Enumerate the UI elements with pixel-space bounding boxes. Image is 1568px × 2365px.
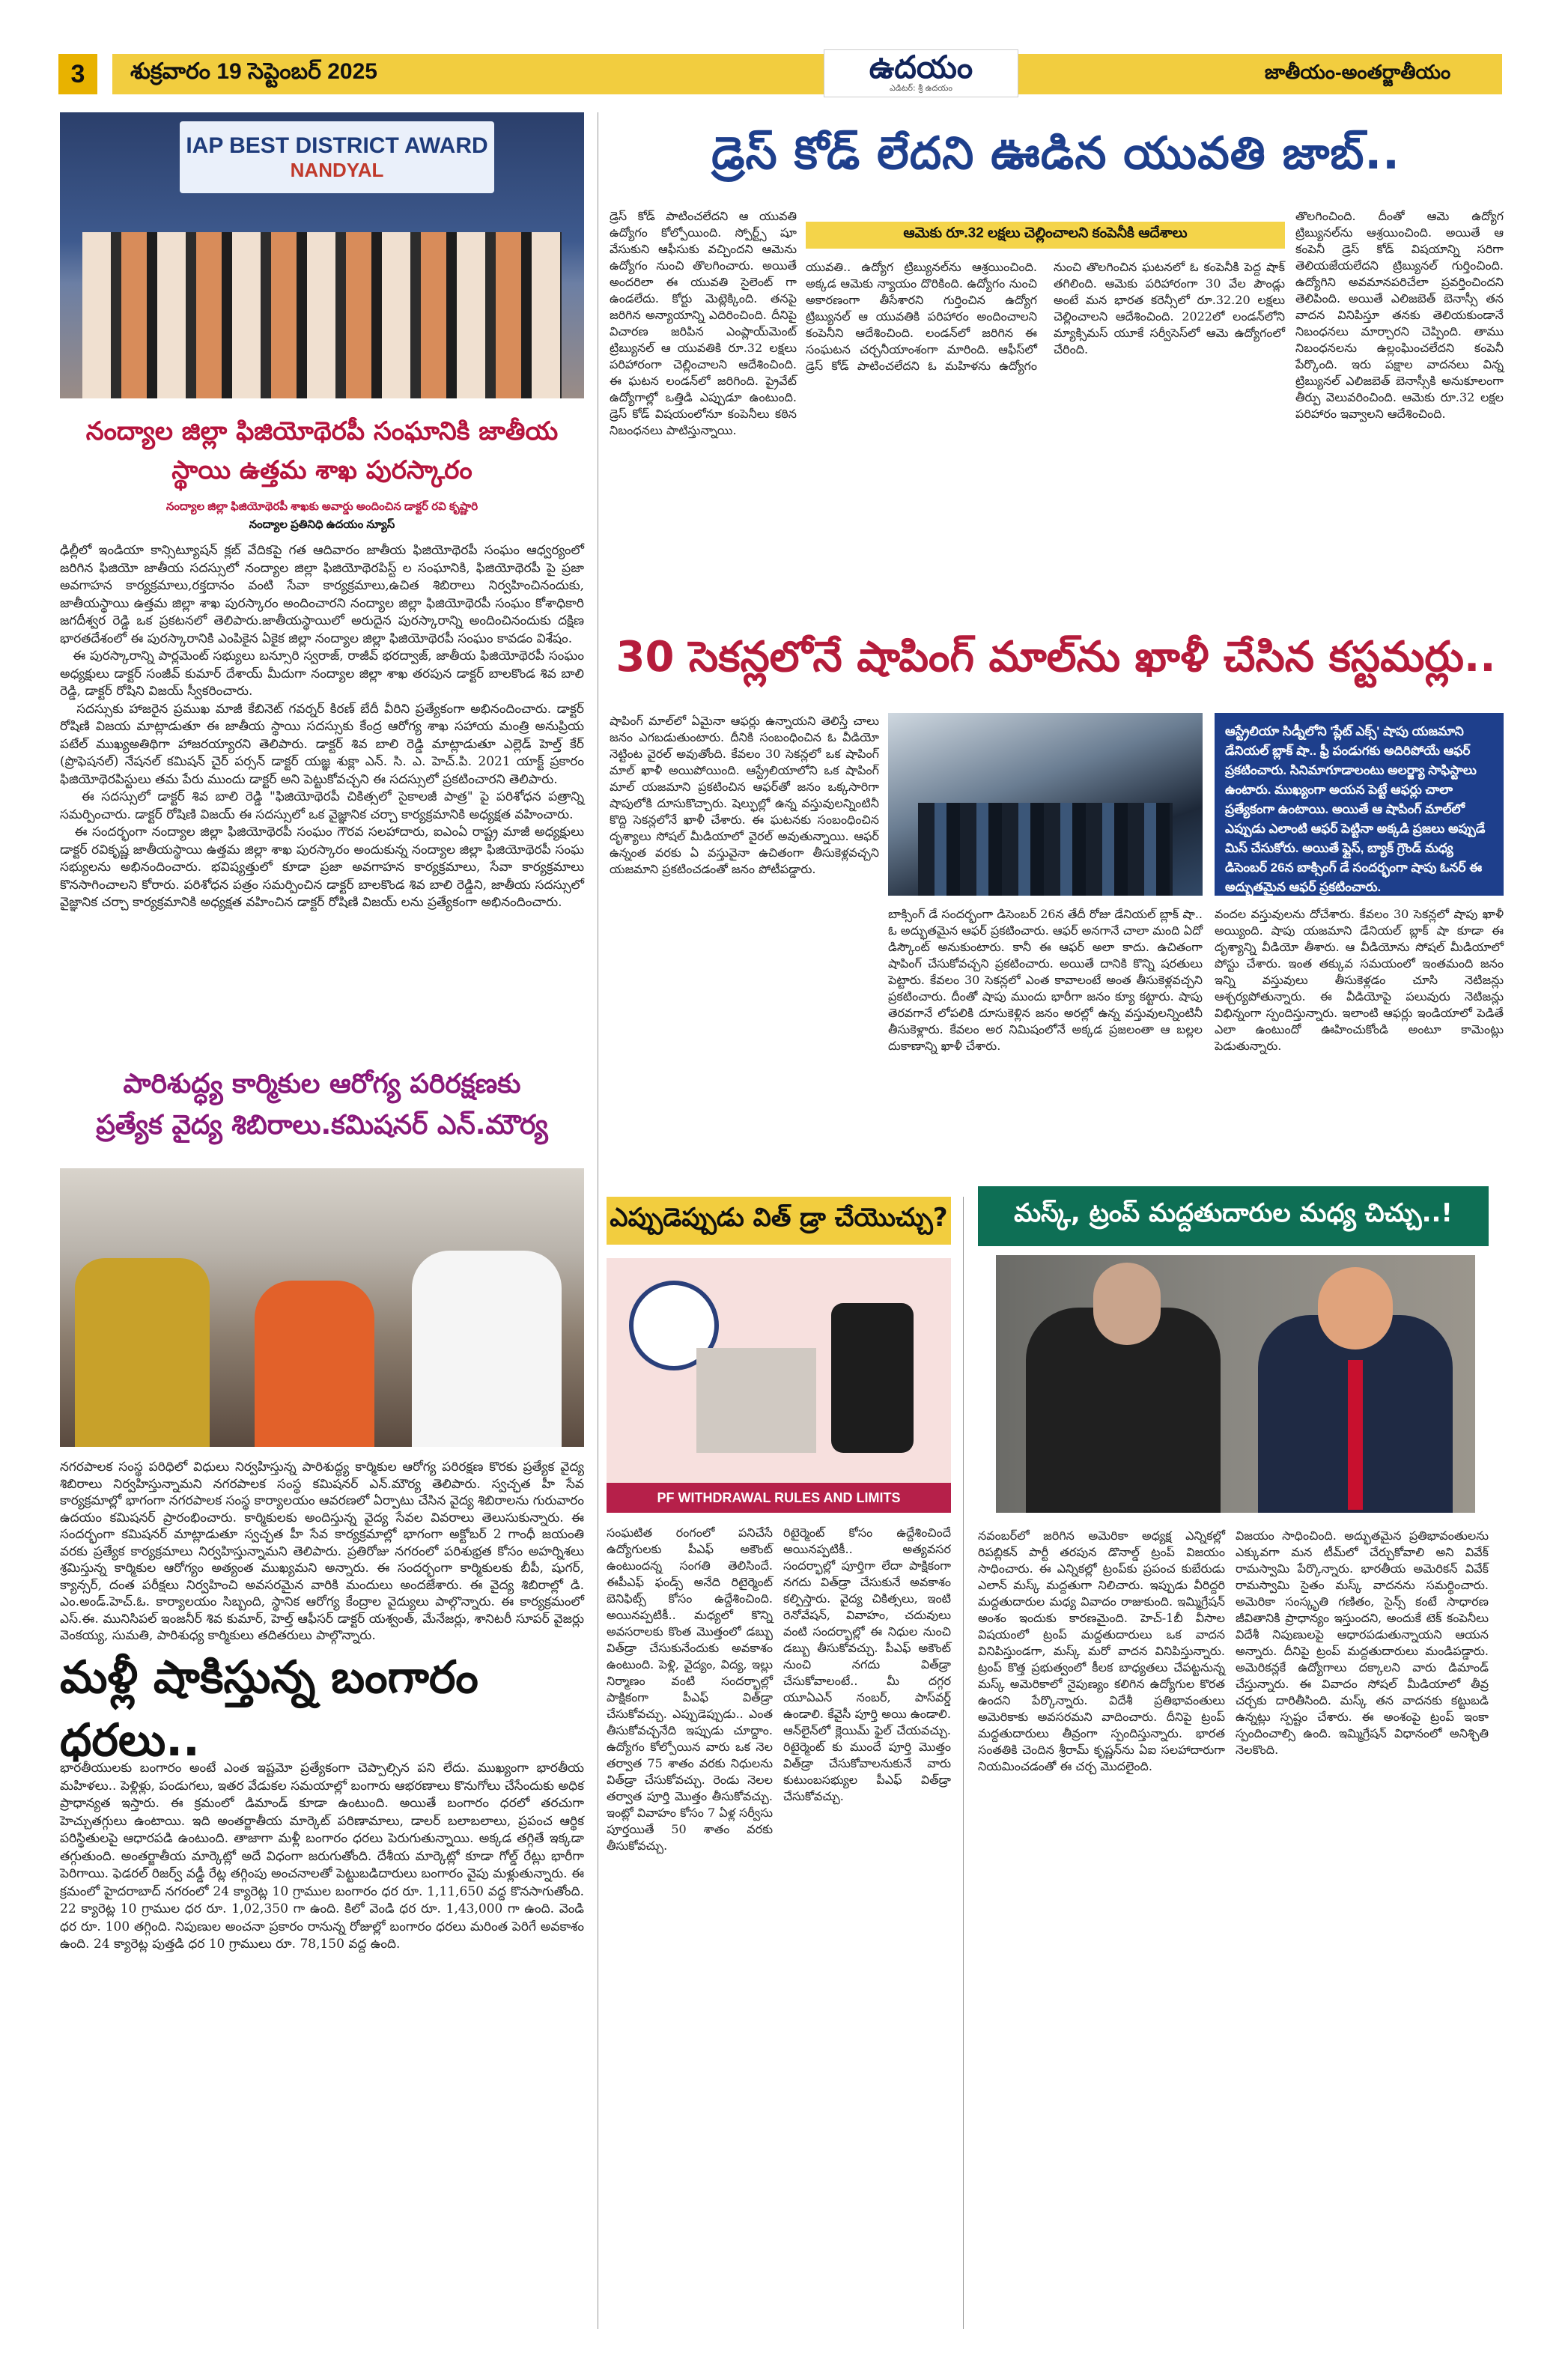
phone-icon (831, 1303, 914, 1453)
gold-headline: మళ్లీ షాకిస్తున్న బంగారం ధరలు.. (60, 1651, 478, 1767)
award-photo (60, 112, 584, 398)
dresscode-headline: డ్రెస్ కోడ్ లేదని ఊడిన యువతి జాబ్.. (711, 127, 1400, 180)
photo-figure-patient (255, 1281, 374, 1447)
award-banner-text: IAP BEST DISTRICT AWARD (186, 133, 488, 158)
dresscode-body-col1: డ్రెస్ కోడ్ పాటించలేదని ఆ యువతి ఉద్యోగం కోల్పోయింది. స్పోర్ట్స్ షూ వేసుకుని ఆఫీసుకు వచ్చిందని ఆమెను ఉద్యోగం నుంచి తొలగించారు. అయితే అందరిలా ఈ యువతి సైలెంట్ గా ఉండలేదు. కోర్టు మెట్లెక్కింది. తనపై జరిగిన అన్యాయాన్ని ఎదిరించింది. దీనిపై విచారణ జరిపిన ఎంప్లాయ్‌మెంట్ ట్రిబ్యునల్ ఆ యువతికి రూ.32 లక్షలు పరిహారంగా చెల్లించాలని ఆదేశించింది. ఈ ఘటన లండన్‌లో జరిగింది. ప్రైవేట్ ఉద్యోగాల్లో ఒత్తిడి ఎప్పుడూ ఉంటుంది. డ్రెస్ కోడ్ విషయంలోనూ కంపెనీలు కఠిన నిబంధనలు పాటిస్తున్నాయి. (610, 209, 801, 437)
shopping-callout: ఆస్ట్రేలియా సిడ్నీలోని 'ప్లేట్ ఎక్స్' షాపు యజమాని డేనియల్ బ్లాక్ షా.. ఫ్రీ పండుగకు అదిరిపోయే ఆఫర్ ప్రకటించారు. సినిమాగూడాలంటు అలర్జ్యా సాఫిస్టాలు ఉంటారు. ముఖ్యంగా అయన పెట్టే ఆఫర్లు చాలా ప్రత్యేకంగా ఉంటాయి. అయితే ఆ షాపింగ్ మాల్‌లో ఎప్పుడు ఎలాంటి ఆఫర్ పెట్టినా అక్కడి ప్రజలు అప్పుడే మిస్ చేసుకోరు. అయితే ఫ్లైస్, బ్యాక్ గ్రౌండ్ మధ్య డిసెంబర్ 26న బాక్సింగ్ డే సందర్భంగా షాపు ఓనర్ ఈ అద్భుతమైన ఆఫర్ ప్రకటించారు. (1215, 713, 1504, 896)
photo-face-trump (1318, 1267, 1393, 1350)
photo-figure-doctor (412, 1251, 562, 1447)
shopping-body-col1: షాపింగ్ మాల్‌లో ఏమైనా ఆఫర్లు ఉన్నాయని తెలిస్తే చాలు జనం ఎగబడుతుంటారు. దీనికి సంబంధించిన ఓ వీడియో నెట్టింట వైరల్ అవుతోంది. కేవలం 30 సెకన్లలో ఒక షాపింగ్ మాల్ ఖాళీ అయిపోయింది. ఆస్ట్రేలియాలోని ఒక షాపింగ్ మాల్ యజమాని ప్రకటించిన ఆఫర్‌తో జనం ఒక్కసారిగా షాపులోకి దూసుకొచ్చారు. షెల్ఫుల్లో ఉన్న వస్తువులన్నింటినీ కొద్ది సెకన్లలోనే ఖాళీ చేశారు. ఈ ఘటనకు సంబంధించిన దృశ్యాలు సోషల్ మీడియాలో వైరల్ అవుతున్నాయి. ఆఫర్ ఉన్నంత వరకు ఏ వస్తువైనా ఉచితంగా తీసుకెళ్లవచ్చని యజమాని ప్రకటించడంతో జనం పోటీపడ్డారు. (610, 714, 884, 876)
photo-figure-worker (75, 1258, 210, 1447)
award-byline: నంద్యాల జిల్లా ఫిజియోథెరపీ శాఖకు అవార్డు అందించిన డాక్టర్ రవి కృష్ణారి (165, 500, 478, 513)
photo-tie (1348, 1360, 1363, 1510)
header-bar-fill-right (1018, 54, 1213, 94)
musk-banner: మస్క్, ట్రంప్ మద్దతుదారుల మధ్య చిచ్చు..! (978, 1186, 1489, 1246)
masthead-logo[interactable] (824, 49, 1018, 97)
section-label: జాతీయం-అంతర్జాతీయం (1213, 54, 1502, 94)
shopping-photo (888, 713, 1203, 896)
musk-body-col1: నవంబర్‌లో జరిగిన అమెరికా అధ్యక్ష ఎన్నికల్లో రిపబ్లికన్ పార్టీ తరపున డొనాల్డ్ ట్రంప్ విజయం సాధించారు. ఈ ఎన్నికల్లో ట్రంప్‌కు ప్రపంచ కుబేరుడు ఎలాన్ మస్క్ మద్దతుగా నిలిచారు. ఇప్పుడు వీరిద్దరి మద్దతుదారుల మధ్య వివాదం రాజుకుంది. ఇమ్మిగ్రేషన్ అంశం ఇందుకు కారణమైంది. హెచ్-1బీ వీసాల విషయంలో ట్రంప్ మద్దతుదారులు ఒక వాదన వినిపిస్తుండగా, మస్క్ మరో వాదన వినిపిస్తున్నారు. ట్రంప్ కొత్త ప్రభుత్వంలో కీలక బాధ్యతలు చేపట్టనున్న మస్క్ అమెరికాలో నైపుణ్యం కలిగిన ఉద్యోగుల కొరత ఉందని పేర్కొన్నారు. విదేశీ ప్రతిభావంతులు అమెరికాకు అవసరమని వాదించారు. దీనిపై ట్రంప్ మద్దతుదారులు తీవ్రంగా స్పందిస్తున్నారు. భారత సంతతికి చెందిన శ్రీరామ్ కృష్ణన్‌ను ఏఐ సలహాదారుగా నియమించడంతో ఈ చర్చ మొదలైంది. (978, 1528, 1230, 1773)
award-dateline: నంద్యాల ప్రతినిధి ఉదయం న్యూస్ (249, 518, 395, 531)
pf-body-col1: సంఘటిత రంగంలో పనిచేసే ఉద్యోగులకు పీఎఫ్ అకౌంట్ ఉంటుందన్న సంగతి తెలిసిందే. ఈపీఎఫ్ ఫండ్స్ అనేది రిటైర్మెంట్ బెనిఫిట్స్ కోసం ఉద్దేశించింది. అయినప్పటికీ.. మధ్యలో కొన్ని అవసరాలకు కొంత మొత్తంలో డబ్బు విత్‌డ్రా చేసుకునేందుకు అవకాశం ఉంటుంది. పెళ్లి, వైద్యం, విద్య, ఇల్లు నిర్మాణం వంటి సందర్భాల్లో పాక్షికంగా పీఎఫ్ విత్‌డ్రా చేసుకోవచ్చు. ఎప్పుడెప్పుడు.. ఎంత తీసుకోవచ్చనేది ఇప్పుడు చూద్దాం. ఉద్యోగం కోల్పోయిన వారు ఒక నెల తర్వాత 75 శాతం వరకు నిధులను విత్‌డ్రా చేసుకోవచ్చు. రెండు నెలల తర్వాత పూర్తి మొత్తం తీసుకోవచ్చు. ఇంట్లో వివాహం కోసం 7 ఏళ్ల సర్వీసు పూర్తయితే 50 శాతం వరకు తీసుకోవచ్చు. (607, 1525, 777, 1853)
pf-body-col2: రిటైర్మెంట్ కోసం ఉద్దేశించిందే అయినప్పటికీ.. అత్యవసర సందర్భాల్లో పూర్తిగా లేదా పాక్షికంగా నగదు విత్‌డ్రా చేసుకునే అవకాశం కల్పిస్తారు. వైద్య చికిత్సలు, ఇంటి రెనోవేషన్, వివాహం, చదువులు వంటి సందర్భాల్లో ఈ నిధుల నుంచి డబ్బు తీసుకోవచ్చు. పీఎఫ్ అకౌంట్ నుంచి నగదు విత్‌డ్రా చేసుకోవాలంటే.. మీ దగ్గర యూఏఎన్ నంబర్, పాస్‌వర్డ్ ఉండాలి. కేవైసీ పూర్తి అయి ఉండాలి. ఆన్‌లైన్‌లో క్లెయిమ్ ఫైల్ చేయవచ్చు. రిటైర్మెంట్ కు ముందే పూర్తి మొత్తం విత్‌డ్రా చేసుకోవాలనుకునే వారు కుటుంబసభ్యుల పీఎఫ్ విత్‌డ్రా చేసుకోవచ్చు. (783, 1525, 955, 1803)
pf-musk-rule (963, 1197, 964, 2329)
award-body: ఢిల్లీలో ఇండియా కాన్సిట్యూషన్ క్లబ్ వేదికపై గత ఆదివారం జాతీయ ఫిజియోథెరపీ సంఘం ఆధ్వర్యంలో జరిగిన ఫిజియో జాతీయ సదస్సులో నంద్యాల జిల్లా ఫిజియోథెరపిస్ట్ ల సంఘానికి, ఫిజియోథెరపీ పై ప్రజా అవగాహన కార్యక్రమాలు,రక్తదానం వంటి సేవా కార్యక్రమాలు,ఉచిత శిబిరాలు నిర్వహించినందుకు, జాతీయస్థాయి ఉత్తమ జిల్లా శాఖ పురస్కారం అందించారని నంద్యాల జిల్లా ఫిజియోథెరపీ సంఘం కోశాధికారి జగదీశ్వర రెడ్డి ఒక ప్రకటనలో తెలిపారు.జాతీయస్థాయిలో అరుదైన పురస్కారాన్ని అందించినందుకు దక్షిణ భారతదేశంలో ఈ పురస్కారానికి ఎంపికైన ఏకైక జిల్లా నంద్యాల జిల్లా ఫిజియోథెరపీ సంఘం కావడం విశేషం. ఈ పురస్కారాన్ని పార్లమెంట్ సభ్యులు బన్సూరి స్వరాజ్, రాజీవ్ భరద్వాజ్, జాతీయ ఫిజియోథెరపీ సంఘం అధ్యక్షులు డాక్టర్ సంజీవ్ కుమార్ దేశాయ్ మీదుగా నంద్యాల జిల్లా శాఖ తరపున డాక్టర్ బాలకొండ శివ బాలి రెడ్డి, డాక్టర్ రోషిని విజయ్ స్వీకరించారు. సదస్సుకు హాజరైన ప్రముఖ మాజీ కేబినెట్ గవర్నర్ కిరణ్ బేదీ వీరిని ప్రత్యేకంగా అభినందించారు. డాక్టర్ రోషిణి విజయ మాట్లాడుతూ ఈ జాతీయ స్థాయి సదస్సుకు కేంద్ర ఆరోగ్య శాఖ సహాయ మంత్రి అనుప్రియ పటేల్ ముఖ్యఅతిథిగా హాజరయ్యారని తెలిపారు. డాక్టర్ శివ బాలి రెడ్డి మాట్లాడుతూ ఎల్లెడ్ హెల్త్ కేర్ (ప్రొఫెషనల్) నేషనల్ కమిషన్ చైర్ పర్సన్ డాక్టర్ యజ్ఞ శుక్లా ఎన్. సి. ఎ. హెచ్.పి. 2021 యాక్ట్ ప్రకారం ఫిజియోథెరపిస్టులు తమ పేరు ముందు డాక్టర్ అని పెట్టుకోవచ్చని ఈ సదస్సులో ప్రకటించారని తెలిపారు. ఈ సదస్సులో డాక్టర్ శివ బాలి రెడ్డి "ఫిజియోథెరపీ చికిత్సలో సైకాలజీ పాత్ర" పై పరిశోధన పత్రాన్ని సమర్పించారు. డాక్టర్ రోషిణి విజయ్ ఈ సదస్సులో ఒక వైజ్ఞానిక చర్చా కార్యక్రమానికి అధ్యక్షత వహించారు. ఈ సందర్భంగా నంద్యాల జిల్లా ఫిజియోథెరపీ సంఘం గౌరవ సలహాదారు, ఐఎంఏ రాష్ట్ర మాజీ అధ్యక్షులు డాక్టర్ రవికృష్ణ జాతీయస్థాయి ఉత్తమ జిల్లా శాఖ పురస్కారం అందుకున్న నంద్యాల జిల్లా ఫిజియోథెరపీ సంఘ సభ్యులను అభినందించారు. భవిష్యత్తులో కూడా ప్రజా అవగాహన కార్యక్రమాలు, సేవా కార్యక్రమాలు కొనసాగించాలని కోరారు. పరిశోధన పత్రం సమర్పించిన డాక్టర్ బాలకొండ శివ బాలి రెడ్డిని, జాతీయ సదస్సులో వైజ్ఞానిక చర్చా కార్యక్రమానికి అధ్యక్షత వహించిన డాక్టర్ రోషిణి విజయ్ లను ప్రత్యేకంగా అభినందించారు. (60, 543, 585, 910)
shopping-body-col2: బాక్సింగ్ డే సందర్భంగా డిసెంబర్ 26న తేదీ రోజు డేనియల్ బ్లాక్ షా.. ఓ అద్భుతమైన ఆఫర్ ప్రకటించారు. ఆఫర్ అనగానే చాలా మంది ఏదో డిస్కౌంట్ అనుకుంటారు. కానీ ఈ ఆఫర్ అలా కాదు. ఉచితంగా షాపింగ్ చేసుకోవచ్చని ప్రకటించారు. అయితే దానికి కొన్ని షరతులు పెట్టారు. కేవలం 30 సెకన్లలో ఎంత కావాలంటే అంత తీసుకెళ్లవచ్చని ప్రకటించారు. దీంతో షాపు ముందు భారీగా జనం క్యూ కట్టారు. షాపు తెరవగానే లోపలికి దూసుకెళ్లిన జనం అరల్లో ఉన్న వస్తువులన్నింటినీ తీసుకెళ్లారు. కేవలం అర నిమిషంలోనే అక్కడ ప్రజలంతా ఆ బల్లల దుకాణాన్ని ఖాళీ చేశారు. (888, 907, 1207, 1053)
dresscode-body-col3: తొలగించింది. దీంతో ఆమె ఉద్యోగ ట్రిబ్యునల్‌ను ఆశ్రయించింది. అయితే ఆ కంపెనీ డ్రెస్ కోడ్ విషయాన్ని సరిగా తెలియజేయలేదని ట్రిబ్యునల్ గుర్తించింది. ఉద్యోగిని అవమానపరిచేలా ప్రవర్తించిందని తెలిపింది. అయితే ఎలిజబెత్ బెనాస్సీ తన వాదన వినిపిస్తూ తనకు తెలియకుండానే నిబంధనలు మార్చారని చెప్పింది. తాము నిబంధనలను ఉల్లంఘించలేదని కంపెనీ పేర్కొంది. ఇరు పక్షాల వాదనలు విన్న ట్రిబ్యునల్ ఎలిజబెత్ బెనాస్సీకి అనుకూలంగా తీర్పు వెలువరించింది. ఆమెకు రూ.32 లక్షల పరిహారం ఇవ్వాలని ఆదేశించింది. (1295, 209, 1508, 421)
award-photo-banner (180, 121, 494, 193)
sanitation-photo (60, 1168, 584, 1447)
sanitation-headline-line2: ప్రత్యేక వైద్య శిబిరాలు.కమిషనర్ ఎన్.మౌర్య (96, 1110, 548, 1141)
pf-illustration (607, 1258, 951, 1513)
dresscode-body-col2: యువతి.. ఉద్యోగ ట్రిబ్యునల్‌ను ఆశ్రయించింది. అక్కడ ఆమెకు న్యాయం దొరికింది. ఉద్యోగం నుంచి అకారణంగా తీసేశారని గుర్తించిన ఉద్యోగ ట్రిబ్యునల్ ఆ యువతికి పరిహారం అందించాలని కంపెనీని ఆదేశించింది. లండన్‌లో జరిగిన ఈ సంఘటన చర్చనీయాంశంగా మారింది. ఆఫీస్‌లో డ్రెస్ కోడ్ పాటించలేదని ఓ మహిళను ఉద్యోగం నుంచి తొలగించిన ఘటనలో ఓ కంపెనీకి పెద్ద షాక్ తగిలింది. ఆమెకు పరిహారంగా 30 వేల పౌండ్లు అంటే మన భారత కరెన్సీలో రూ.32.20 లక్షలు చెల్లించాలని ఆదేశించింది. 2022లో లండన్‌లోని మ్యాక్సిమస్ యూకే సర్వీసెస్‌లో ఆమె ఉద్యోగంలో చేరింది. (806, 260, 1289, 373)
musk-trump-photo (996, 1255, 1475, 1513)
page-number: 3 (58, 54, 97, 94)
gold-body: భారతీయులకు బంగారం అంటే ఎంత ఇష్టమో ప్రత్యేకంగా చెప్పాల్సిన పని లేదు. ముఖ్యంగా భారతీయ మహిళలు.. పెళ్లిళ్లు, పండుగలు, ఇతర వేడుకల సమయాల్లో బంగారు ఆభరణాలు కొనుగోలు చేసేందుకు అధిక ప్రాధాన్యత ఇస్తారు. ఈ క్రమంలో డిమాండ్ కూడా ఉంటుంది. అయితే బంగారం ధరలో తరచుగా హెచ్చుతగ్గులు ఉంటాయి. ఇది అంతర్జాతీయ మార్కెట్ పరిణామాలు, డాలర్ బలాబలాలు, ప్రపంచ ఆర్థిక పరిస్థితులపై ఆధారపడి ఉంటుంది. తాజాగా మళ్లీ బంగారం ధరలు పెరుగుతున్నాయి. అక్కడ తగ్గితే ఇక్కడా తగ్గుతుంది. అంతర్జాతీయ మార్కెట్లో అదే విధంగా జరుగుతోంది. దేశీయ మార్కెట్లో కూడా గోల్డ్ రేట్లు భారీగా పెరిగాయి. ఫెడరల్ రిజర్వ్ వడ్డీ రేట్ల తగ్గింపు అంచనాలతో పెట్టుబడిదారులు బంగారం వైపు మళ్లుతున్నారు. ఈ క్రమంలో హైదరాబాద్ నగరంలో 24 క్యారెట్ల 10 గ్రాముల బంగారం ధర రూ. 1,11,650 వద్ద కొనసాగుతోంది. 22 క్యారెట్ల 10 గ్రాముల ధర రూ. 1,02,350 గా ఉంది. కిలో వెండి ధర రూ. 1,43,000 గా ఉంది. వెండి ధర రూ. 100 తగ్గింది. నిపుణుల అంచనా ప్రకారం రానున్న రోజుల్లో బంగారం ధరలు మరింత పెరిగే అవకాశం ఉంది. 24 క్యారెట్ల పుత్తడి ధర 10 గ్రాములు రూ. 78,150 వద్ద ఉంది. (60, 1761, 589, 1952)
issue-date: శుక్రవారం 19 సెప్టెంబర్ 2025 (112, 54, 509, 94)
pf-image-caption: PF WITHDRAWAL RULES AND LIMITS (607, 1483, 951, 1513)
dresscode-subheadline: ఆమెకు రూ.32 లక్షలు చెల్లించాలని కంపెనీకి ఆదేశాలు (806, 222, 1285, 249)
musk-body-col2: విజయం సాధించింది. అద్భుతమైన ప్రతిభావంతులను ఎక్కువగా మన టీమ్‌లో చేర్చుకోవాలి అని వివేక్ రామస్వామి పేర్కొన్నారు. భారతీయ అమెరికన్ వివేక్ రామస్వామి సైతం మస్క్ వాదనను సమర్థించారు. అమెరికా సంస్కృతి గణితం, సైన్స్ కంటే సాధారణ జీవితానికి ప్రాధాన్యం ఇస్తుందని, అందుకే టెక్ కంపెనీలు విదేశీ నిపుణులపై ఆధారపడుతున్నాయని ఆయన అన్నారు. దీనిపై ట్రంప్ మద్దతుదారులు మండిపడ్డారు. అమెరికన్లకే ఉద్యోగాలు దక్కాలని వారు డిమాండ్ చేస్తున్నారు. ఈ వివాదం సోషల్ మీడియాలో తీవ్ర చర్చకు దారితీసింది. మస్క్ తన వాదనకు కట్టుబడి ఉన్నట్లు స్పష్టం చేశారు. ఈ అంశంపై ట్రంప్ ఇంకా స్పందించాల్సి ఉంది. ఇమ్మిగ్రేషన్ విధానంలో అనిశ్చితి నెలకొంది. (1236, 1528, 1493, 1757)
photo-face-musk (1093, 1263, 1161, 1345)
award-people-group (82, 232, 562, 398)
building-icon (696, 1348, 816, 1453)
header-bar-fill (509, 54, 824, 94)
sanitation-body: నగరపాలక సంస్థ పరిధిలో విధులు నిర్వహిస్తున్న పారిశుద్ధ్య కార్మికుల ఆరోగ్య పరిరక్షణ కొరకు ప్రత్యేక వైద్య శిబిరాలు నిర్వహిస్తున్నామని నగరపాలక సంస్థ కమిషనర్ ఎన్.మౌర్య తెలిపారు. స్వచ్ఛత హీ సేవ కార్యక్రమాల్లో భాగంగా నగరపాలక సంస్థ కార్యాలయం ఆవరణలో ఏర్పాటు చేసిన వైద్య శిబిరాలను గురువారం ఉదయం కమిషనర్ ప్రారంభించారు. కార్మికులకు అందిస్తున్న వైద్య సేవల వివరాలు తెలుసుకున్నారు. ఈ సందర్భంగా కమిషనర్ మాట్లాడుతూ స్వచ్ఛత హీ సేవ కార్యక్రమాల్లో భాగంగా అక్టోబర్ 2 గాంధీ జయంతి వరకు ప్రత్యేక కార్యక్రమాలు నిర్వహిస్తున్నామని తెలిపారు. ప్రతిరోజు నగరంలో పరిశుభ్రత కోసం అహర్నిశలు శ్రమిస్తున్న కార్మికుల ఆరోగ్యం అత్యంత ముఖ్యమని అన్నారు. ఈ సందర్భంగా కార్మికులకు బీపీ, షుగర్, క్యాన్సర్, దంత పరీక్షలు నిర్వహించి అవసరమైన వారికి మందులు అందజేశారు. ఈ వైద్య శిబిరాల్లో డి. ఎం.అండ్.హెచ్.ఓ. కార్యాలయం సిబ్బంది, స్థానిక ఆరోగ్య కేంద్రాల వైద్యులు పాల్గొన్నారు. ఈ కార్యక్రమంలో ఎస్.ఈ. మునిసిపల్ ఇంజనీర్ శివ కుమార్, హెల్త్ ఆఫీసర్ డాక్టర్ యశ్వంత్, మేనేజర్లు, శానిటరీ సూపర్ వైజర్లు వెంకయ్య, సుమతి, పారిశుధ్య కార్మికులు తదితరులు పాల్గొన్నారు. (60, 1460, 589, 1643)
award-headline: నంద్యాల జిల్లా ఫిజియోథెరపీ సంఘానికి జాతీయ స్థాయి ఉత్తమ శాఖ పురస్కారం (85, 416, 559, 485)
masthead-tagline: ఎడిటర్: శ్రీ ఉదయం (890, 83, 952, 93)
sanitation-headline-line1: పారిశుద్ధ్య కార్మికుల ఆరోగ్య పరిరక్షణకు (123, 1069, 521, 1099)
photo-crowd (918, 803, 1173, 896)
award-banner-subtext: NANDYAL (290, 158, 384, 181)
shopping-headline: 30 సెకన్లలోనే షాపింగ్ మాల్‌ను ఖాళీ చేసిన కస్టమర్లు.. (616, 632, 1496, 681)
masthead-title: ఉదయం (869, 49, 973, 85)
sanitation-headline (60, 1063, 584, 1146)
pf-banner: ఎప్పుడెప్పుడు విత్ డ్రా చేయొచ్చు? (607, 1197, 951, 1245)
shopping-body-col3: వందల వస్తువులను దోచేశారు. కేవలం 30 సెకన్లలో షాపు ఖాళీ అయ్యింది. షాపు యజమాని డేనియల్ బ్లాక్ షా కూడా ఈ దృశ్యాన్ని వీడియో తీశారు. ఆ వీడియోను సోషల్ మీడియాలో పోస్టు చేశారు. ఇంత తక్కువ సమయంలో ఇంతమంది జనం ఇన్ని వస్తువులు తీసుకెళ్లడం చూసి నెటిజన్లు ఆశ్చర్యపోతున్నారు. ఈ వీడియోపై పలువురు నెటిజన్లు విభిన్నంగా స్పందిస్తున్నారు. ఇలాంటి ఆఫర్లు ఇండియాలో పెడితే ఎలా ఉంటుందో ఊహించుకోండి అంటూ కామెంట్లు పెడుతున్నారు. (1215, 907, 1508, 1053)
